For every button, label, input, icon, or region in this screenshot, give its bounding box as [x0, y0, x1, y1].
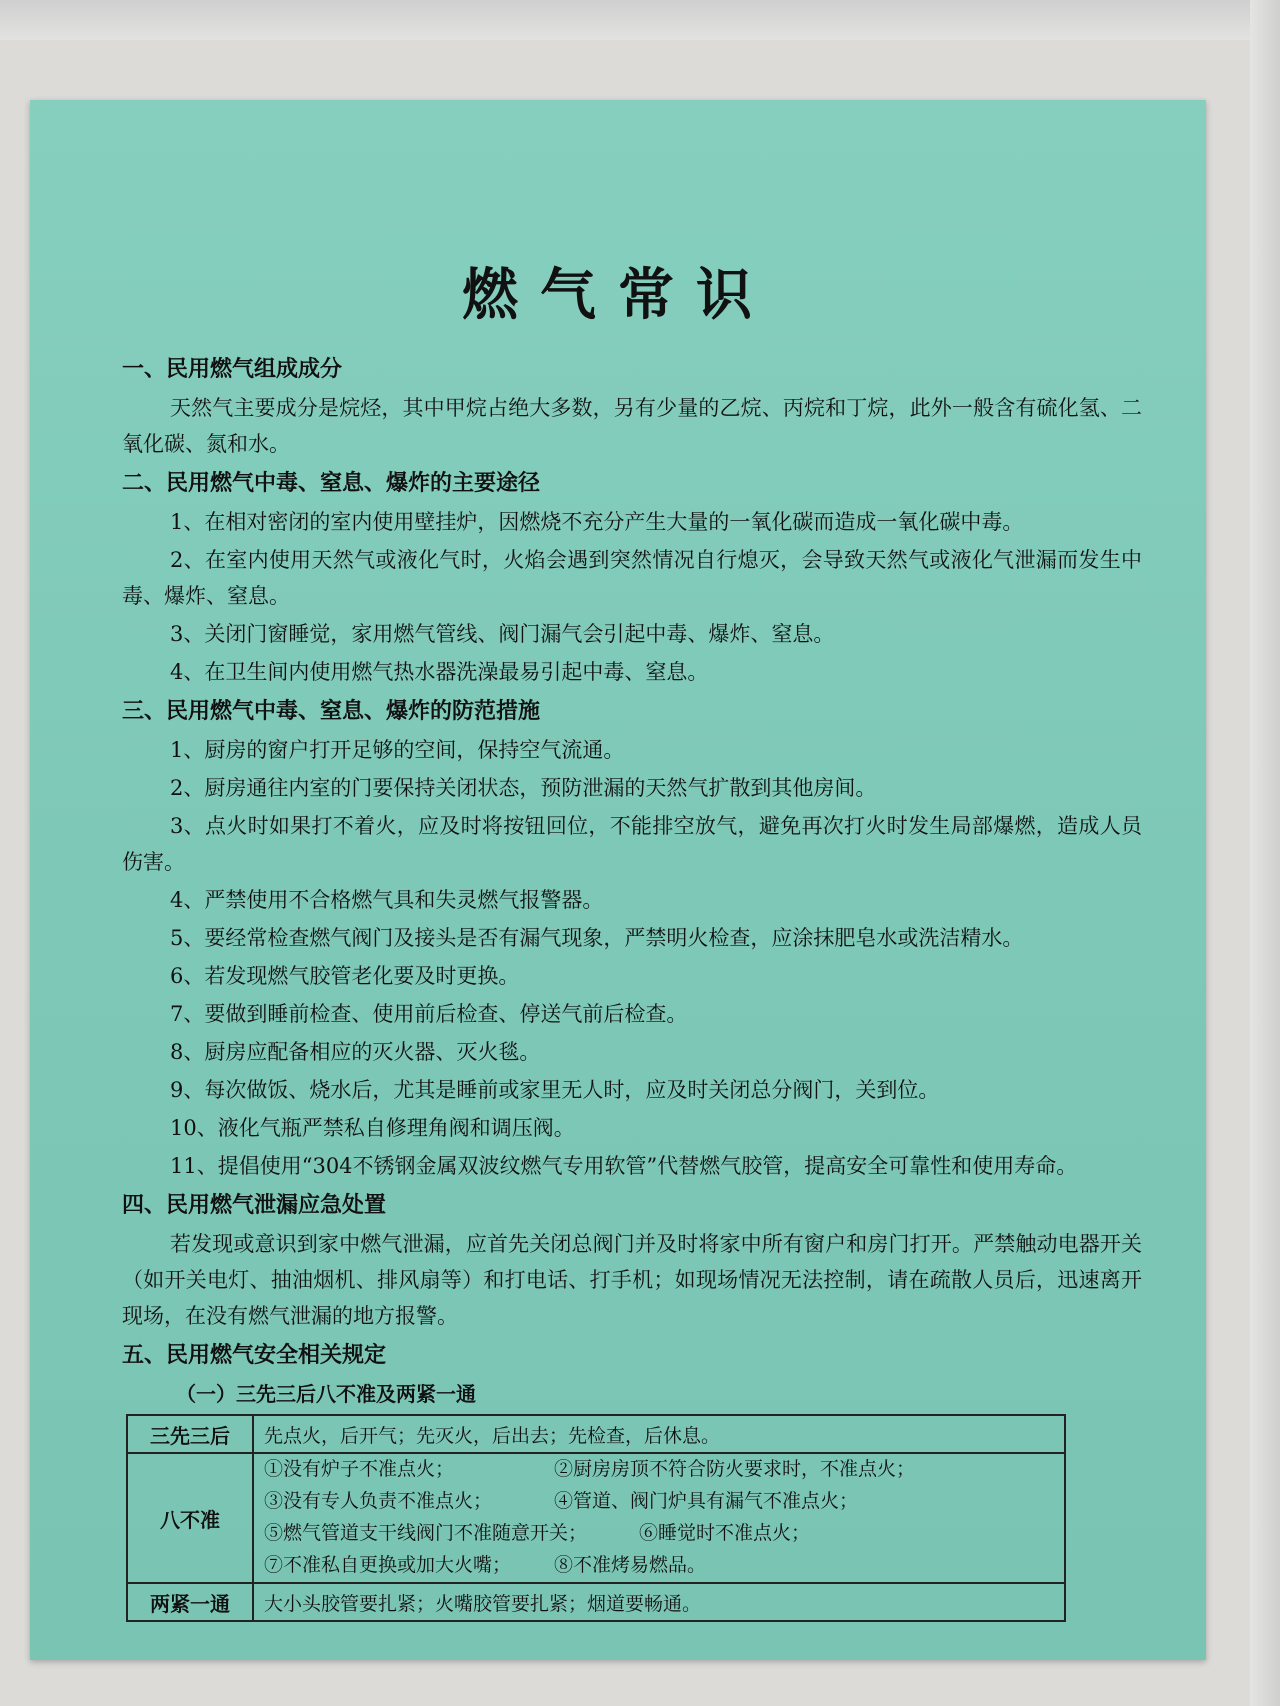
- paragraph: 2、厨房通往内室的门要保持关闭状态，预防泄漏的天然气扩散到其他房间。: [170, 776, 877, 800]
- paragraph: 11、提倡使用“304不锈钢金属双波纹燃气专用软管”代替燃气胶管，提高安全可靠性和使用寿命。: [170, 1154, 1078, 1178]
- notice-sheet: [30, 100, 1206, 1660]
- section-emergency: [122, 1186, 1142, 1334]
- section-heading: 四、民用燃气泄漏应急处置: [122, 1193, 387, 1218]
- photo-background-top: [0, 0, 1280, 40]
- paragraph: 1、在相对密闭的室内使用壁挂炉，因燃烧不充分产生大量的一氧化碳而造成一氧化碳中毒。: [170, 510, 1024, 534]
- rule-line: [264, 1486, 1054, 1518]
- paragraph: 4、在卫生间内使用燃气热水器洗澡最易引起中毒、窒息。: [170, 660, 709, 684]
- rule-item: ③没有专人负责不准点火；: [264, 1490, 493, 1512]
- rule-item: ②厨房房顶不符合防火要求时，不准点火；: [554, 1458, 916, 1480]
- table-row: [127, 1583, 1065, 1621]
- rule-item: ⑤燃气管道支干线阀门不准随意开关；: [264, 1522, 588, 1544]
- rule-line: [264, 1518, 1054, 1550]
- section-composition: [122, 350, 1142, 462]
- section-causes: [122, 464, 1142, 690]
- page-title: 燃气常识: [462, 262, 774, 328]
- paragraph: 1、厨房的窗户打开足够的空间，保持空气流通。: [170, 738, 625, 762]
- paragraph: 7、要做到睡前检查、使用前后检查、停送气前后检查。: [170, 1002, 688, 1026]
- section-heading: 五、民用燃气安全相关规定: [122, 1343, 387, 1368]
- photo-background-right: [1250, 0, 1280, 1706]
- row-label: 两紧一通: [127, 1583, 253, 1621]
- rule-item: ①没有炉子不准点火；: [264, 1458, 455, 1480]
- section-regulations: [122, 1336, 1142, 1622]
- paragraph: 3、关闭门窗睡觉，家用燃气管线、阀门漏气会引起中毒、爆炸、窒息。: [170, 622, 835, 646]
- paragraph: 2、在室内使用天然气或液化气时，火焰会遇到突然情况自行熄灭，会导致天然气或液化气泄漏而发生中毒、爆炸、窒息。: [122, 548, 1142, 608]
- rules-table: [126, 1414, 1066, 1622]
- rule-line: [264, 1550, 1054, 1582]
- table-row: [127, 1415, 1065, 1453]
- rule-line: [264, 1454, 1054, 1486]
- paragraph: 8、厨房应配备相应的灭火器、灭火毯。: [170, 1040, 541, 1064]
- row-content: [253, 1453, 1065, 1583]
- paragraph: 天然气主要成分是烷烃，其中甲烷占绝大多数，另有少量的乙烷、丙烷和丁烷，此外一般含有硫化氢、二氧化碳、氮和水。: [122, 396, 1142, 456]
- paragraph: 5、要经常检查燃气阀门及接头是否有漏气现象，严禁明火检查，应涂抹肥皂水或洗洁精水。: [170, 926, 1024, 950]
- rule-item: ⑥睡觉时不准点火；: [639, 1522, 811, 1544]
- paragraph: 若发现或意识到家中燃气泄漏，应首先关闭总阀门并及时将家中所有窗户和房门打开。严禁触动电器开关（如开关电灯、抽油烟机、排风扇等）和打电话、打手机；如现场情况无法控制，请在疏散人员后，迅速离开现场，在没有燃气泄漏的地方报警。: [122, 1232, 1142, 1328]
- rule-item: ⑦不准私自更换或加大火嘴；: [264, 1554, 512, 1576]
- paragraph: 6、若发现燃气胶管老化要及时更换。: [170, 964, 520, 988]
- notice-content: [122, 350, 1142, 1622]
- section-prevention: [122, 692, 1142, 1184]
- paragraph: 9、每次做饭、烧水后，尤其是睡前或家里无人时，应及时关闭总分阀门，关到位。: [170, 1078, 940, 1102]
- table-row: [127, 1453, 1065, 1583]
- rule-item: ⑧不准烤易燃品。: [554, 1554, 707, 1576]
- section-heading: 二、民用燃气中毒、窒息、爆炸的主要途径: [122, 471, 541, 496]
- paragraph: 4、严禁使用不合格燃气具和失灵燃气报警器。: [170, 888, 604, 912]
- row-content: 大小头胶管要扎紧；火嘴胶管要扎紧；烟道要畅通。: [253, 1583, 1065, 1621]
- row-label: 八不准: [127, 1453, 253, 1583]
- paragraph: 10、液化气瓶严禁私自修理角阀和调压阀。: [170, 1116, 575, 1140]
- subsection-heading: （一）三先三后八不准及两紧一通: [176, 1382, 476, 1406]
- section-heading: 一、民用燃气组成成分: [122, 357, 343, 382]
- rule-item: ④管道、阀门炉具有漏气不准点火；: [554, 1490, 859, 1512]
- section-heading: 三、民用燃气中毒、窒息、爆炸的防范措施: [122, 699, 541, 724]
- paragraph: 3、点火时如果打不着火，应及时将按钮回位，不能排空放气，避免再次打火时发生局部爆燃，造成人员伤害。: [122, 814, 1142, 874]
- row-content: 先点火，后开气；先灭火，后出去；先检查，后休息。: [253, 1415, 1065, 1453]
- row-label: 三先三后: [127, 1415, 253, 1453]
